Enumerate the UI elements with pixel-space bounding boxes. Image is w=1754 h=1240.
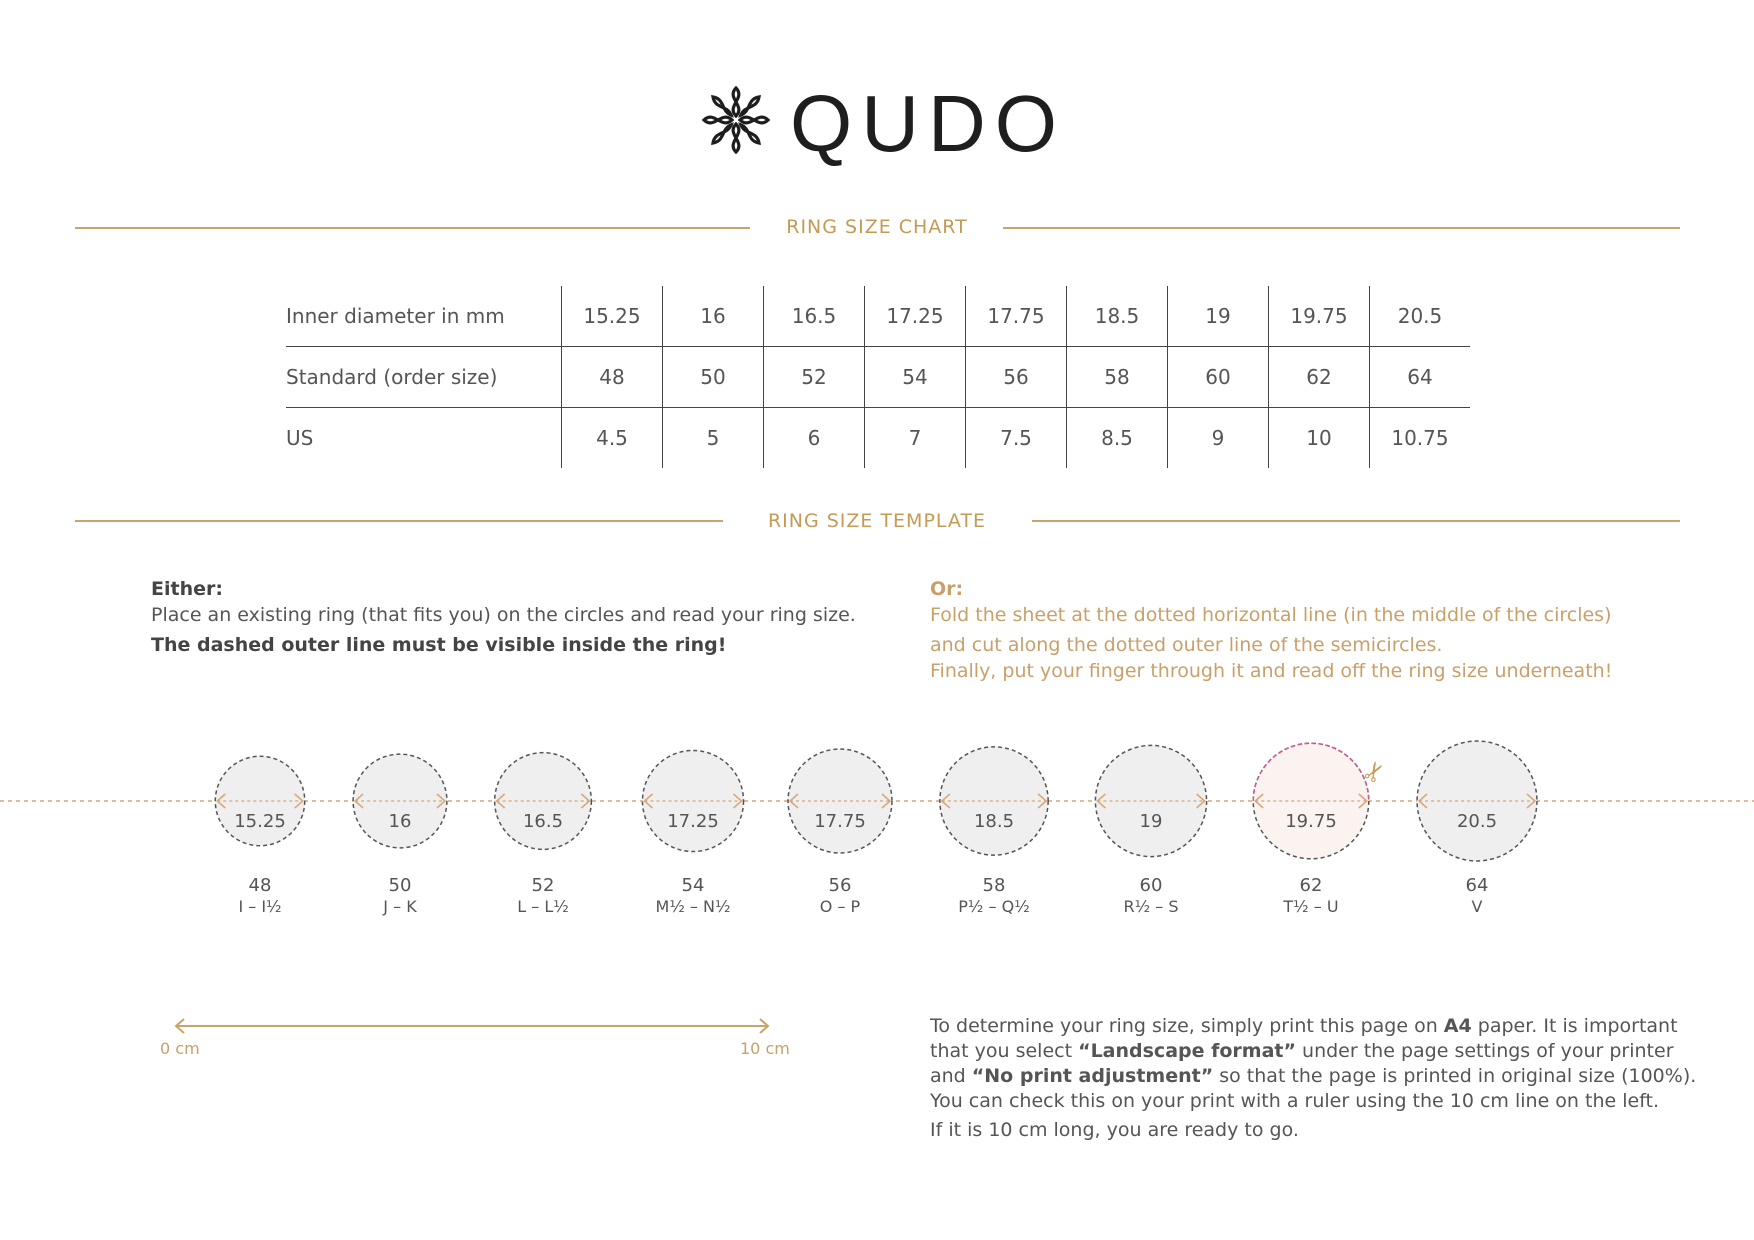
ring-size-label: 52 <box>531 875 555 896</box>
or-line-2: and cut along the dotted outer line of the semicircles. <box>930 634 1443 656</box>
table-cell: 50 <box>663 347 764 408</box>
table-cell: 10.75 <box>1370 408 1471 469</box>
note-text: paper. It is important <box>1471 1015 1678 1037</box>
ring-diameter-label: 20.5 <box>1456 811 1498 832</box>
ring-diameter-label: 17.75 <box>814 811 866 832</box>
or-line-1: Fold the sheet at the dotted horizontal line (in the middle of the circles) <box>930 604 1612 626</box>
ring-size-label: 62 <box>1299 875 1323 896</box>
either-line-2: The dashed outer line must be visible inside the ring! <box>151 634 727 656</box>
table-cell: 10 <box>1269 408 1370 469</box>
note-text: and <box>930 1065 972 1087</box>
table-cell: 17.25 <box>865 286 966 347</box>
table-row-label: Inner diameter in mm <box>286 286 562 347</box>
table-cell: 19.75 <box>1269 286 1370 347</box>
table-cell: 56 <box>966 347 1067 408</box>
ten-cm-ruler <box>170 1012 780 1042</box>
ring-diameter-label: 19 <box>1139 811 1163 832</box>
table-row <box>286 286 1470 347</box>
ring-size-label: 58 <box>982 875 1006 896</box>
note-emphasis: “No print adjustment” <box>971 1065 1214 1087</box>
ruler-end-label: 10 cm <box>740 1039 790 1058</box>
ring-circle-60 <box>1095 745 1206 916</box>
scissors-icon: ✂ <box>1356 755 1394 790</box>
chart-section-title: RING SIZE CHART <box>786 216 968 238</box>
table-cell: 19 <box>1168 286 1269 347</box>
note-text: so that the page is printed in original size (100%). <box>1213 1065 1697 1087</box>
note-text: To determine your ring size, simply print this page on <box>930 1015 1444 1037</box>
ring-uk-size-label: R½ – S <box>1123 897 1179 916</box>
ring-size-label: 56 <box>828 875 852 896</box>
brand-logo-icon <box>700 84 772 160</box>
ring-uk-size-label: I – I½ <box>238 897 282 916</box>
table-cell: 20.5 <box>1370 286 1471 347</box>
table-cell: 16.5 <box>764 286 865 347</box>
ring-size-label: 50 <box>388 875 412 896</box>
print-instructions <box>930 1014 1710 1143</box>
section-divider <box>75 520 723 522</box>
section-divider <box>1032 520 1680 522</box>
ring-diameter-label: 19.75 <box>1285 811 1337 832</box>
table-row <box>286 408 1470 469</box>
table-cell: 58 <box>1067 347 1168 408</box>
template-section-title: RING SIZE TEMPLATE <box>767 510 987 532</box>
table-cell: 64 <box>1370 347 1471 408</box>
ring-circle-62 <box>1253 743 1393 916</box>
note-emphasis: “Landscape format” <box>1078 1040 1296 1062</box>
table-cell: 7 <box>865 408 966 469</box>
either-instructions <box>151 576 871 658</box>
table-row-label: Standard (order size) <box>286 347 562 408</box>
ring-uk-size-label: O – P <box>819 897 861 916</box>
ring-circle-52 <box>495 753 592 916</box>
table-row <box>286 347 1470 408</box>
ring-template <box>0 730 1754 930</box>
ring-size-label: 54 <box>681 875 705 896</box>
ring-circle-56 <box>788 749 892 916</box>
note-text: under the page settings of your printer <box>1296 1040 1674 1062</box>
section-divider <box>75 227 750 229</box>
table-cell: 60 <box>1168 347 1269 408</box>
ring-size-label: 64 <box>1465 875 1489 896</box>
note-text: that you select <box>930 1040 1079 1062</box>
table-cell: 15.25 <box>562 286 663 347</box>
ring-uk-size-label: V <box>1471 897 1483 916</box>
or-heading: Or: <box>930 578 964 600</box>
ring-diameter-label: 17.25 <box>667 811 719 832</box>
table-cell: 7.5 <box>966 408 1067 469</box>
note-text: You can check this on your print with a ruler using the 10 cm line on the left. <box>930 1090 1660 1112</box>
ring-uk-size-label: P½ – Q½ <box>958 897 1030 916</box>
ring-circle-64 <box>1417 741 1537 916</box>
table-cell: 48 <box>562 347 663 408</box>
ring-diameter-label: 15.25 <box>234 811 286 832</box>
either-heading: Either: <box>151 578 223 600</box>
ring-size-label: 48 <box>248 875 272 896</box>
either-line-1: Place an existing ring (that fits you) on the circles and read your ring size. <box>151 604 856 626</box>
ring-diameter-label: 18.5 <box>973 811 1015 832</box>
ring-circle-48 <box>215 756 304 916</box>
table-cell: 5 <box>663 408 764 469</box>
table-cell: 4.5 <box>562 408 663 469</box>
ring-diameter-label: 16 <box>388 811 412 832</box>
section-divider <box>1003 227 1680 229</box>
ring-uk-size-label: M½ – N½ <box>655 897 731 916</box>
table-cell: 18.5 <box>1067 286 1168 347</box>
ring-circle-50 <box>353 754 447 916</box>
table-cell: 62 <box>1269 347 1370 408</box>
or-line-3: Finally, put your finger through it and read off the ring size underneath! <box>930 660 1613 682</box>
ring-size-table <box>286 286 1470 468</box>
table-row-label: US <box>286 426 314 450</box>
table-cell: 54 <box>865 347 966 408</box>
ring-uk-size-label: L – L½ <box>517 897 569 916</box>
table-cell: 6 <box>764 408 865 469</box>
ring-uk-size-label: T½ – U <box>1283 897 1339 916</box>
note-emphasis: A4 <box>1443 1015 1472 1037</box>
ring-diameter-label: 16.5 <box>522 811 564 832</box>
table-cell: 9 <box>1168 408 1269 469</box>
ring-uk-size-label: J – K <box>383 897 417 916</box>
ruler-start-label: 0 cm <box>160 1039 200 1058</box>
ring-circle-58 <box>940 747 1048 916</box>
brand-name: QUDO <box>790 79 1066 168</box>
table-cell: 16 <box>663 286 764 347</box>
table-cell: 17.75 <box>966 286 1067 347</box>
ring-outline <box>1417 741 1537 861</box>
ring-size-label: 60 <box>1139 875 1163 896</box>
note-text: If it is 10 cm long, you are ready to go. <box>930 1119 1299 1141</box>
or-instructions <box>930 576 1690 684</box>
ring-circle-54 <box>642 750 743 916</box>
table-cell: 52 <box>764 347 865 408</box>
table-cell: 8.5 <box>1067 408 1168 469</box>
